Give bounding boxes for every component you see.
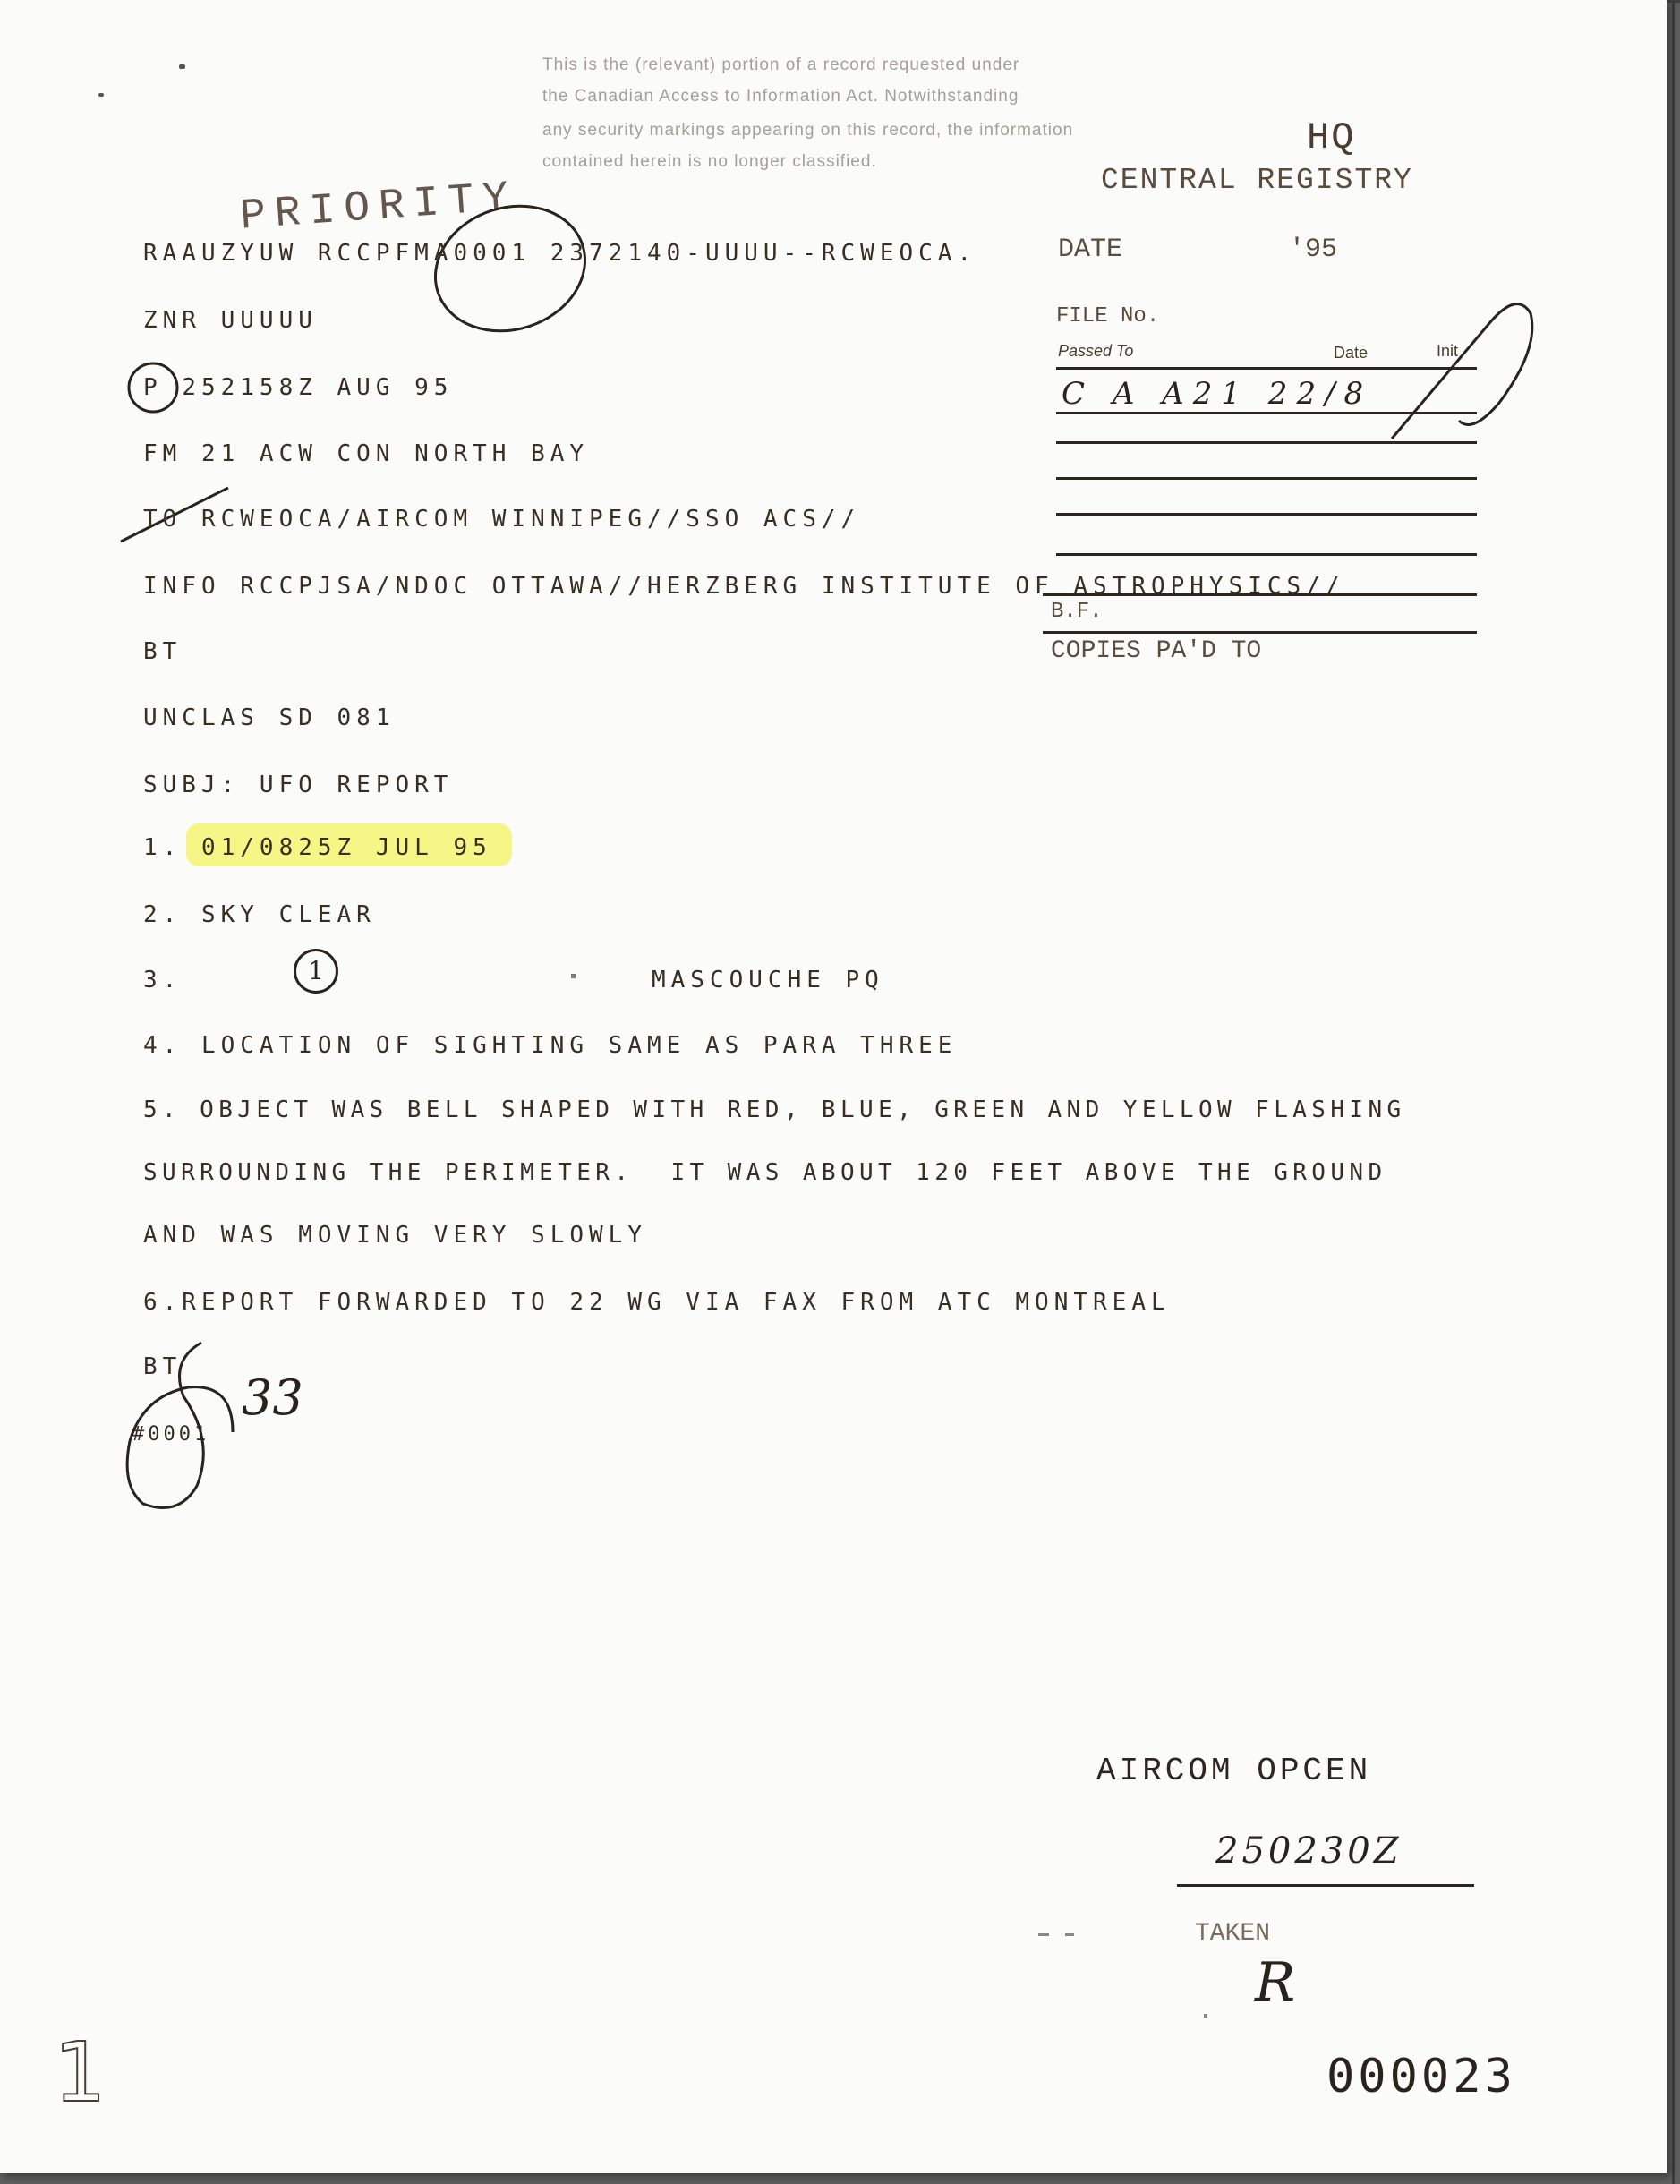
handwritten-note: 33 [242,1369,303,1426]
message-bt-end: BT [143,1353,183,1380]
declass-notice-line: This is the (relevant) portion of a record requested under [542,55,1020,74]
registry-title: HQ [1307,116,1356,159]
opcen-rule [1177,1884,1474,1887]
registry-bf-label: B.F. [1051,600,1103,624]
page-number: 1 [54,2025,107,2120]
document-number: 000023 [1326,2050,1516,2103]
registry-rule [1056,513,1477,516]
declass-notice-line: contained herein is no longer classified. [542,152,877,171]
stray-mark [1038,1933,1049,1936]
stray-mark [98,93,104,97]
registry-subtitle: CENTRAL REGISTRY [1101,164,1413,197]
message-item-5-line-1: 5. OBJECT WAS BELL SHAPED WITH RED, BLUE, GREEN AND YELLOW FLASHING [143,1096,1406,1123]
registry-handwritten-entry: C A A21 22/8 [1062,376,1373,412]
message-from-line: FM 21 ACW CON NORTH BAY [143,440,590,467]
message-item-2: 2. SKY CLEAR [143,901,376,928]
message-item-5-line-3: AND WAS MOVING VERY SLOWLY [143,1222,647,1249]
stray-mark [1204,2014,1207,2018]
declass-notice-line: any security markings appearing on this record, the information [542,121,1074,140]
opcen-taken-label: TAKEN [1195,1920,1271,1948]
message-info-line: INFO RCCPJSA/NDOC OTTAWA//HERZBERG INSTITUTE OF ASTROPHYSICS// [143,573,1345,600]
redaction-marker-circled-1: 1 [294,949,338,994]
registry-init-col-label: Init [1437,342,1459,360]
message-trailer: #0001 [132,1423,210,1446]
message-priority-line: P 252158Z AUG 95 [143,374,454,401]
message-subject-line: SUBJ: UFO REPORT [143,772,454,798]
stray-mark [571,974,576,978]
message-bt-line: BT [143,638,183,665]
message-item-3-number: 3. [143,967,183,994]
handwritten-loop-mark [116,1334,251,1522]
registry-date-label: DATE [1058,235,1123,265]
message-item-4: 4. LOCATION OF SIGHTING SAME AS PARA THREE [143,1032,958,1059]
message-item-3-location: MASCOUCHE PQ [652,967,884,994]
priority-stamp: PRIORITY [238,174,519,242]
stray-mark [179,64,185,69]
declass-notice-line: the Canadian Access to Information Act. Notwithstanding [542,87,1019,106]
registry-date-col-label: Date [1334,344,1369,362]
message-to-line: TO RCWEOCA/AIRCOM WINNIPEG//SSO ACS// [143,506,861,533]
message-item-1: 1. 01/0825Z JUL 95 [143,834,492,861]
opcen-initials: R [1255,1951,1296,2014]
opcen-dtg: 250230Z [1215,1830,1403,1872]
message-item-5-line-2: SURROUNDING THE PERIMETER. IT WAS ABOUT 120 FEET ABOVE THE GROUND [143,1159,1387,1186]
registry-copies-label: COPIES PA'D TO [1051,637,1262,665]
opcen-title: AIRCOM OPCEN [1096,1753,1372,1789]
registry-file-label: FILE No. [1056,304,1160,328]
message-unclas-line: UNCLAS SD 081 [143,704,396,731]
message-znr-line: ZNR UUUUU [143,307,318,334]
handwritten-check-mark [1383,286,1553,448]
message-header-line: RAAUZYUW RCCPFMA0001 2372140-UUUU--RCWEOCA. [143,240,977,267]
registry-date-value: '95 [1289,235,1338,265]
registry-passed-to-label: Passed To [1058,342,1134,360]
registry-rule [1056,553,1477,556]
background-grid-line [1672,0,1675,2184]
message-item-6: 6.REPORT FORWARDED TO 22 WG VIA FAX FROM ATC MONTREAL [143,1289,1171,1316]
stray-mark [1065,1933,1074,1936]
registry-rule [1056,477,1477,480]
registry-rule [1043,631,1477,634]
